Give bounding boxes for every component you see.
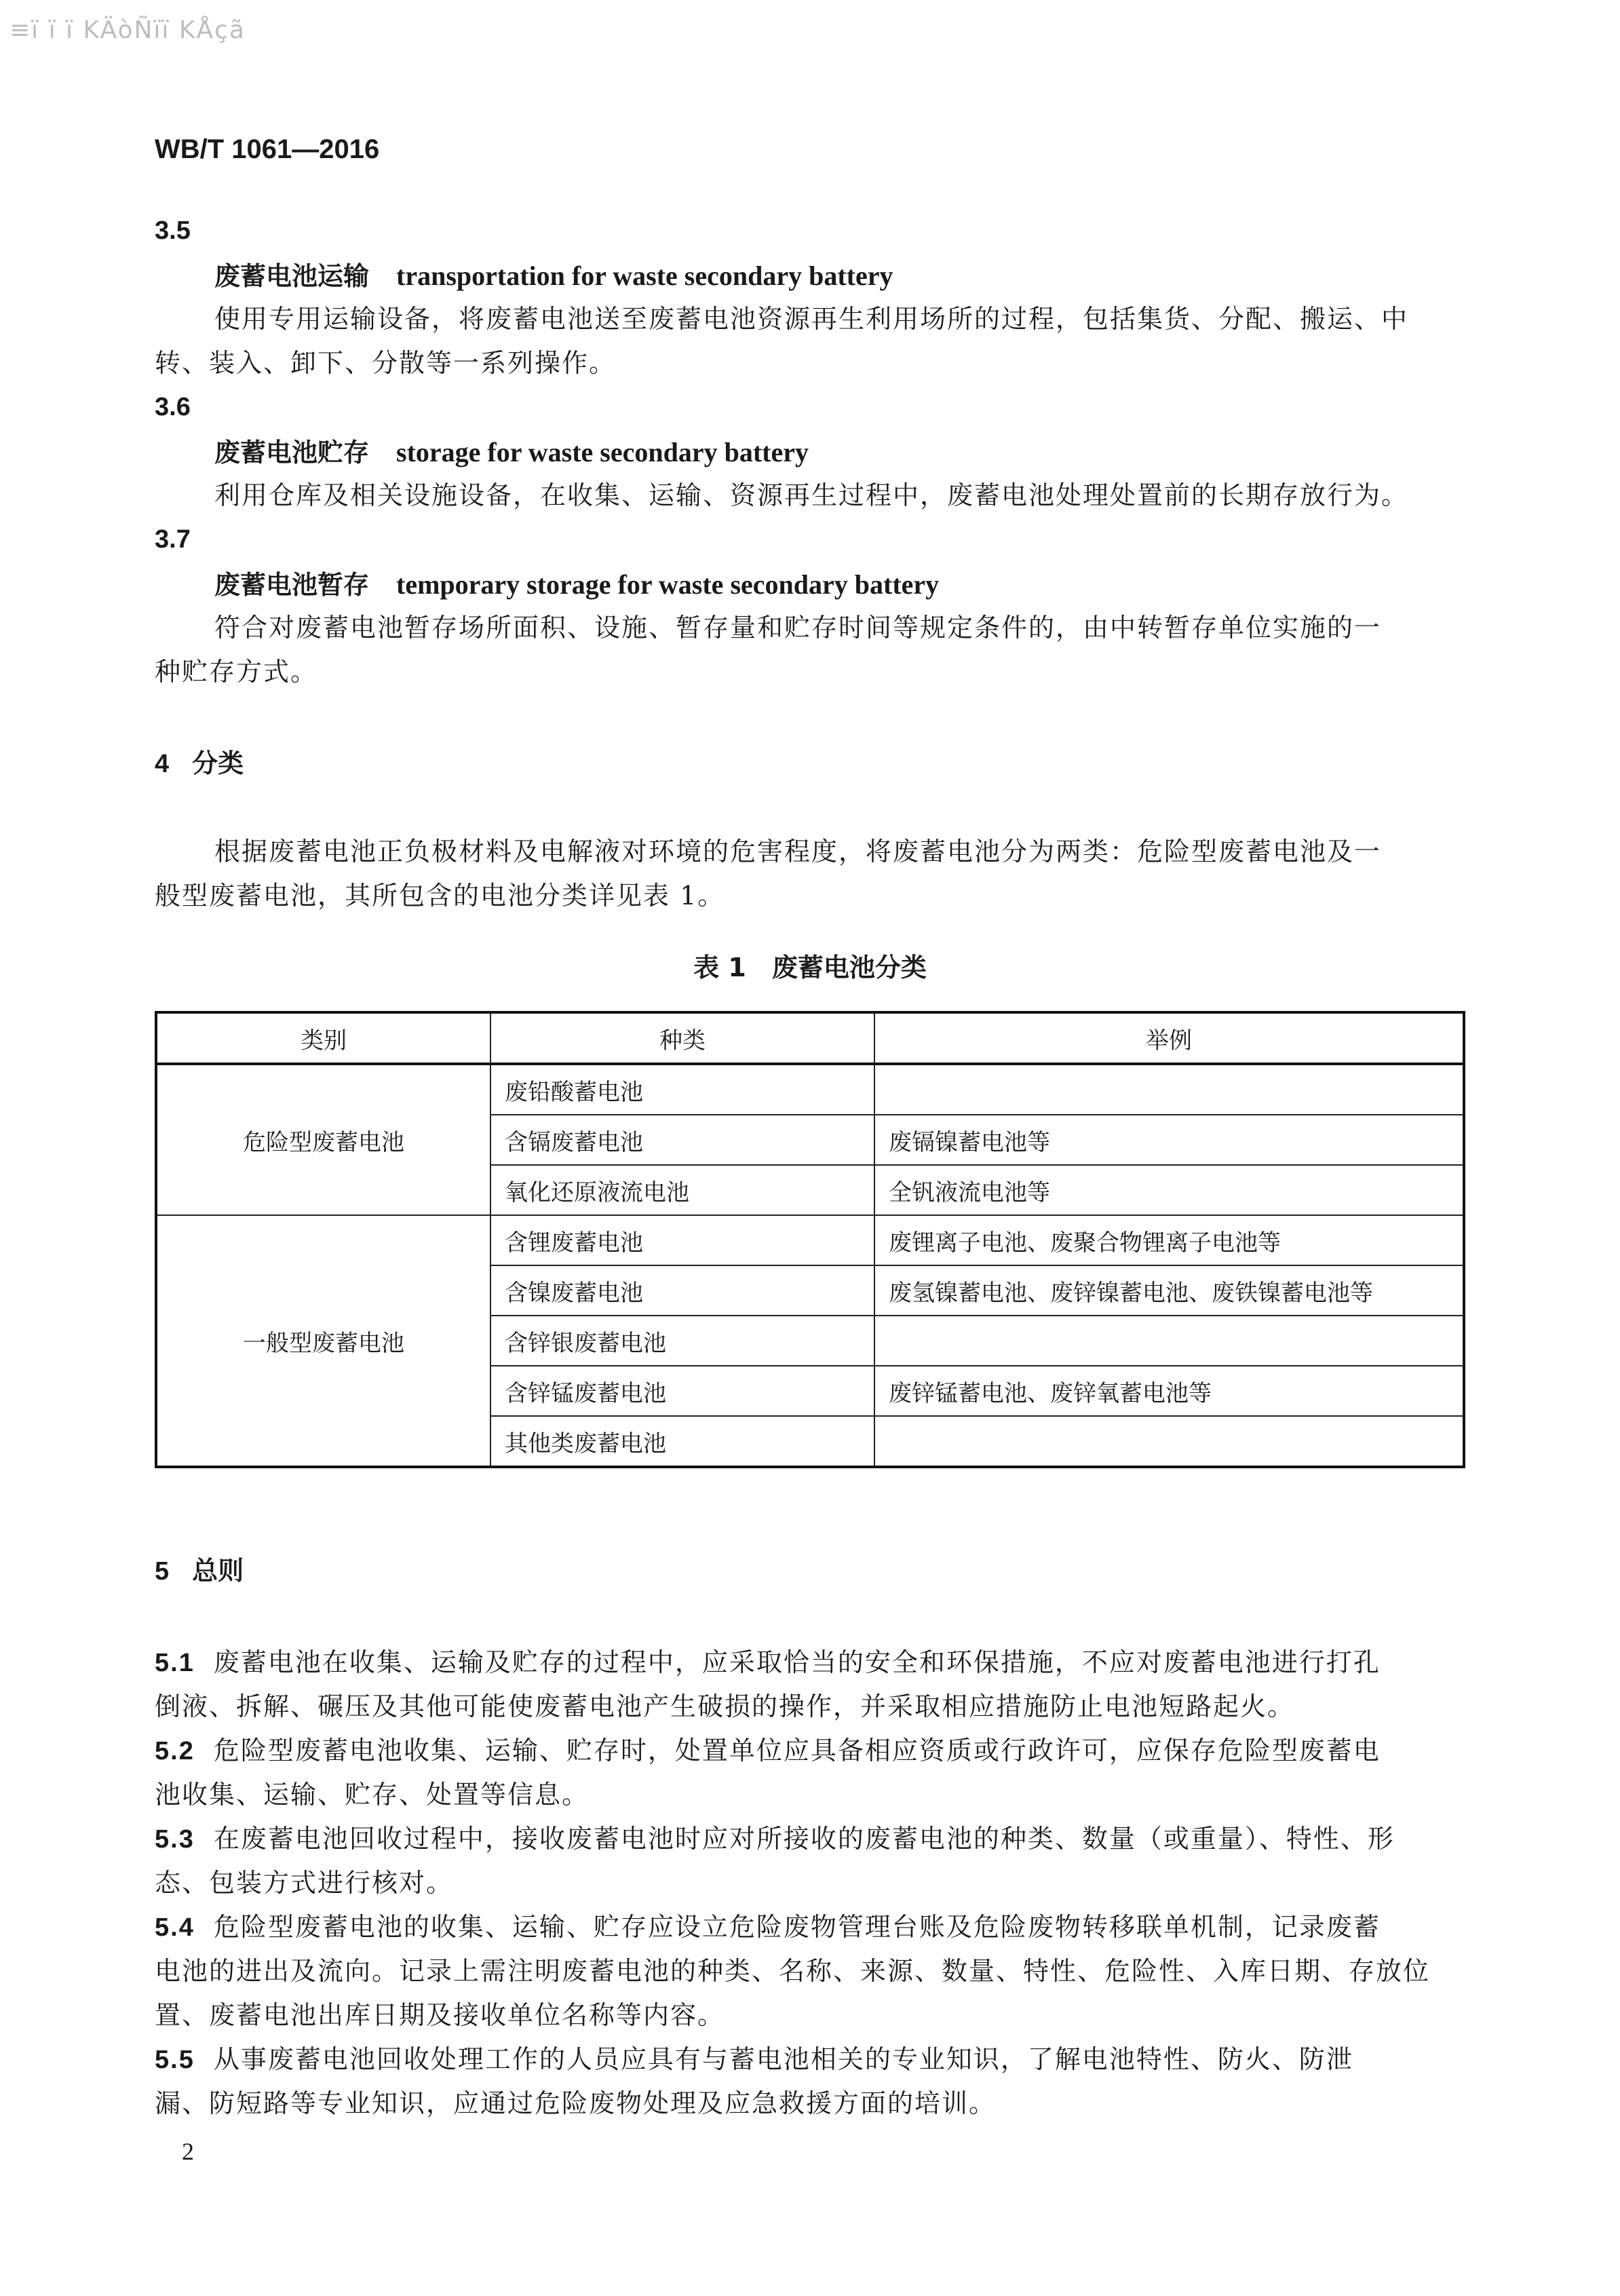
column-header: 类别 <box>156 1012 490 1064</box>
column-header: 举例 <box>874 1012 1464 1064</box>
clause-number: 5.4 <box>155 1913 195 1942</box>
document-code: WB/T 1061—2016 <box>155 134 380 164</box>
term-zh: 废蓄电池运输 <box>214 261 370 291</box>
clause-number: 5.1 <box>155 1649 195 1677</box>
clause-line: 倒液、拆解、碾压及其他可能使废蓄电池产生破损的操作，并采取相应措施防止电池短路起火。 <box>155 1691 1295 1721</box>
term-definition-line: 转、装入、卸下、分散等一系列操作。 <box>155 348 617 378</box>
section-heading <box>155 1556 244 1588</box>
kind-cell: 其他类废蓄电池 <box>490 1416 874 1467</box>
clause-line: 置、废蓄电池出库日期及接收单位名称等内容。 <box>155 2000 725 2030</box>
kind-cell: 废铅酸蓄电池 <box>490 1064 874 1115</box>
category-cell: 危险型废蓄电池 <box>156 1064 490 1215</box>
clause-text: 危险型废蓄电池的收集、运输、贮存应设立危险废物管理台账及危险废物转移联单机制，记录废蓄 <box>213 1912 1381 1942</box>
example-cell: 废镉镍蓄电池等 <box>874 1115 1464 1165</box>
kind-cell: 氧化还原液流电池 <box>490 1165 874 1215</box>
section-heading <box>155 748 244 780</box>
page-number: 2 <box>182 2138 194 2165</box>
section-title: 总则 <box>192 1556 244 1586</box>
clause-line: 池收集、运输、贮存、处置等信息。 <box>155 1780 590 1810</box>
clause-line <box>155 2044 1353 2076</box>
battery-classification-table <box>155 1011 1465 1468</box>
clause-line: 态、包装方式进行核对。 <box>155 1868 454 1898</box>
clause-line <box>155 1647 1381 1679</box>
term-title <box>214 569 939 601</box>
example-cell: 废锂离子电池、废聚合物锂离子电池等 <box>874 1215 1464 1265</box>
column-header: 种类 <box>490 1012 874 1064</box>
clause-number: 5.2 <box>155 1737 195 1765</box>
term-definition-line: 种贮存方式。 <box>155 657 318 687</box>
term-title <box>214 260 893 292</box>
term-definition-line: 符合对废蓄电池暂存场所面积、设施、暂存量和贮存时间等规定条件的，由中转暂存单位实施的一 <box>214 613 1382 643</box>
clause-text: 从事废蓄电池回收处理工作的人员应具有与蓄电池相关的专业知识，了解电池特性、防火、防泄 <box>213 2044 1353 2074</box>
table-row <box>156 1215 1464 1265</box>
table-caption: 表 1 废蓄电池分类 <box>693 953 927 982</box>
example-cell <box>874 1064 1464 1115</box>
table-row <box>156 1064 1464 1115</box>
clause-line <box>155 1824 1395 1856</box>
example-cell: 全钒液流电池等 <box>874 1165 1464 1215</box>
category-cell: 一般型废蓄电池 <box>156 1215 490 1467</box>
example-cell <box>874 1316 1464 1366</box>
example-cell <box>874 1416 1464 1467</box>
clause-text: 在废蓄电池回收过程中，接收废蓄电池时应对所接收的废蓄电池的种类、数量（或重量）、特性、形 <box>213 1824 1395 1854</box>
table-header-row <box>156 1012 1464 1064</box>
clause-text: 危险型废蓄电池收集、运输、贮存时，处置单位应具备相应资质或行政许可，应保存危险型废蓄电 <box>213 1736 1381 1765</box>
term-zh: 废蓄电池贮存 <box>214 438 370 467</box>
kind-cell: 含镉废蓄电池 <box>490 1115 874 1165</box>
clause-line: 电池的进出及流向。记录上需注明废蓄电池的种类、名称、来源、数量、特性、危险性、入库日期、存放位 <box>155 1956 1431 1986</box>
term-definition-line: 利用仓库及相关设施设备，在收集、运输、资源再生过程中，废蓄电池处理处置前的长期存放行为。 <box>214 480 1409 510</box>
kind-cell: 含锌锰废蓄电池 <box>490 1366 874 1416</box>
term-title <box>214 436 809 469</box>
term-en: storage for waste secondary battery <box>396 437 809 467</box>
scan-watermark: ≡ï ï ï KÄòÑïï KÅçã <box>9 16 246 44</box>
term-definition-line: 使用专用运输设备，将废蓄电池送至废蓄电池资源再生利用场所的过程，包括集货、分配、搬运、中 <box>214 304 1409 334</box>
clause-text: 废蓄电池在收集、运输及贮存的过程中，应采取恰当的安全和环保措施，不应对废蓄电池进行打孔 <box>213 1647 1381 1677</box>
term-number: 3.5 <box>155 216 191 245</box>
clause-line <box>155 1912 1381 1944</box>
kind-cell: 含锂废蓄电池 <box>490 1215 874 1265</box>
term-number: 3.6 <box>155 393 191 421</box>
term-zh: 废蓄电池暂存 <box>214 570 370 600</box>
clause-number: 5.3 <box>155 1825 195 1854</box>
term-en: temporary storage for waste secondary battery <box>396 569 940 600</box>
section-number: 5 <box>155 1557 170 1586</box>
kind-cell: 含锌银废蓄电池 <box>490 1316 874 1366</box>
paragraph-line: 根据废蓄电池正负极材料及电解液对环境的危害程度，将废蓄电池分为两类：危险型废蓄电池及一 <box>214 837 1382 866</box>
kind-cell: 含镍废蓄电池 <box>490 1265 874 1316</box>
clause-number: 5.5 <box>155 2046 195 2074</box>
clause-line <box>155 1736 1381 1767</box>
clause-line: 漏、防短路等专业知识，应通过危险废物处理及应急救援方面的培训。 <box>155 2088 997 2118</box>
paragraph-line: 般型废蓄电池，其所包含的电池分类详见表 1。 <box>155 881 725 911</box>
section-title: 分类 <box>192 748 244 778</box>
section-number: 4 <box>155 750 170 778</box>
example-cell: 废氢镍蓄电池、废锌镍蓄电池、废铁镍蓄电池等 <box>874 1265 1464 1316</box>
term-en: transportation for waste secondary battery <box>396 261 893 291</box>
term-number: 3.7 <box>155 525 191 554</box>
example-cell: 废锌锰蓄电池、废锌氧蓄电池等 <box>874 1366 1464 1416</box>
